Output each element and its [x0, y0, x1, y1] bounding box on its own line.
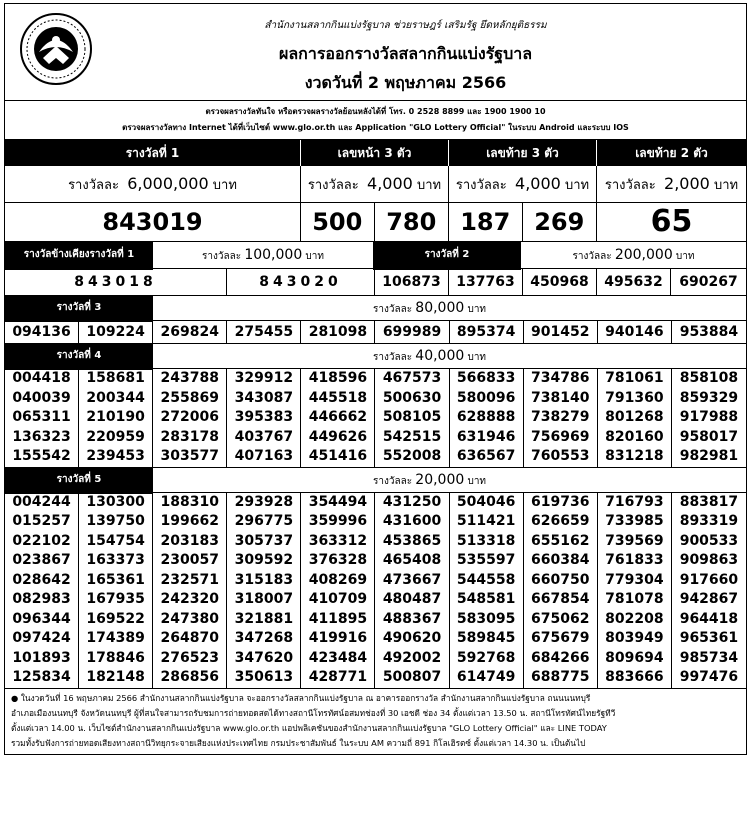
prize-number: 155542: [5, 447, 79, 467]
prize-number: 286856: [153, 668, 227, 688]
prize-number: 296775: [227, 512, 301, 532]
prize-number: 169522: [79, 610, 153, 630]
prize-number: 210190: [79, 408, 153, 428]
prize-number: 431250: [375, 493, 449, 513]
amount-prefix: รางวัลละ: [68, 178, 119, 193]
third-prize-amount: [153, 296, 746, 322]
prize-number: 015257: [5, 512, 79, 532]
prize-number: 492002: [375, 649, 449, 669]
prize-number: 130300: [79, 493, 153, 513]
near-second-numbers: [5, 268, 746, 295]
amount-unit: บาท: [305, 251, 324, 262]
amount-value: 40,000: [415, 348, 465, 364]
prize-number: 203183: [153, 532, 227, 552]
prize-number: 174389: [79, 629, 153, 649]
prize-number: 480487: [375, 590, 449, 610]
prize-number: 619736: [524, 493, 598, 513]
near-prize-number: 843020: [227, 269, 375, 295]
prize-number: 917660: [679, 571, 739, 588]
last2-number: 65: [650, 204, 693, 239]
fifth-prize-amount: [153, 468, 746, 494]
fourth-prize-amount: [153, 344, 746, 370]
amount-value: 4,000: [367, 174, 413, 193]
last3-number: 269: [534, 208, 585, 236]
fifth-prize-title: รางวัลที่ 5: [5, 468, 153, 494]
prize-number: 264870: [153, 629, 227, 649]
prize-number: 329912: [227, 369, 301, 389]
prize-number: 809694: [598, 649, 672, 669]
prize-number: 535597: [450, 551, 524, 571]
prize-number: 163373: [79, 551, 153, 571]
prize-number: 451416: [301, 447, 375, 467]
prize-number: 125834: [5, 668, 79, 688]
prize-number: 997476: [679, 669, 739, 685]
prize-number: 675679: [524, 629, 598, 649]
amount-unit: บาท: [675, 251, 695, 262]
near-prize-title: รางวัลข้างเคียงรางวัลที่ 1: [5, 242, 153, 270]
prize-number: 716793: [598, 493, 672, 513]
footer-notice: [5, 688, 746, 754]
lottery-results-sheet: [4, 3, 747, 755]
prize-number: 544558: [450, 571, 524, 591]
prize-number: 940146: [598, 321, 672, 343]
amount-prefix: รางวัลละ: [372, 352, 413, 363]
motto-text: สำนักงานสลากกินแบ่งรัฐบาล ช่วยราษฎร์ เสริมรัฐ ยึดหลักยุติธรรม: [264, 20, 547, 31]
prize-number: 552008: [375, 447, 449, 467]
amount-value: 100,000: [244, 247, 303, 263]
draw-date: งวดวันที่ 2 พฤษภาคม 2566: [304, 73, 507, 92]
prize-number: 985734: [679, 649, 739, 666]
prize-number: 893319: [679, 513, 739, 529]
prize-number: 376328: [301, 551, 375, 571]
prize-number: 154754: [79, 532, 153, 552]
prize-number: 178846: [79, 649, 153, 669]
prize-number: 734786: [524, 369, 598, 389]
prize-number: 276523: [153, 649, 227, 669]
prize-number: 965361: [679, 630, 739, 646]
prize-number: 592768: [450, 649, 524, 669]
prize-number: 321881: [227, 610, 301, 630]
prize-number: 667854: [524, 590, 598, 610]
prize-number: 407163: [227, 447, 301, 467]
prize-number: 023867: [5, 551, 79, 571]
prize-number: 230057: [153, 551, 227, 571]
second-prize-number: 137763: [449, 269, 523, 295]
prize-number: 626659: [524, 512, 598, 532]
prize-number: 820160: [598, 428, 672, 448]
prize-number: 883666: [598, 668, 672, 688]
prize-number: 283178: [153, 428, 227, 448]
amount-prefix: รางวัลละ: [202, 251, 242, 262]
amount-value: 200,000: [614, 247, 673, 263]
prize-number: 631946: [450, 428, 524, 448]
prize-number: 958017: [679, 428, 739, 445]
amount-unit: บาท: [467, 352, 487, 363]
prize-number: 158681: [79, 369, 153, 389]
fifth-prize-header: [5, 467, 746, 492]
prize-number: 354494: [301, 493, 375, 513]
near-second-header: [5, 241, 746, 268]
prize-number: 243788: [153, 369, 227, 389]
prize-number: 343087: [227, 389, 301, 409]
prize-number: 065311: [5, 408, 79, 428]
prize-number: 739569: [598, 532, 672, 552]
prize-number: 901452: [524, 321, 598, 343]
prize-number: 589845: [450, 629, 524, 649]
footer-line: รวมทั้งรับฟังการถ่ายทอดเสียงทางสถานีวิทยุกระจายเสียงแห่งประเทศไทย กรมประชาสัมพันธ์ ในระบบ AM ความถี่ 891 กิโลเฮิรตซ์ ตั้งแต่เวลา 14.30 น. เป็นต้นไป: [11, 737, 586, 748]
prize-number: 583095: [450, 610, 524, 630]
prize-number: 953884: [679, 324, 739, 340]
amount-prefix: รางวัลละ: [572, 251, 612, 262]
prize-number: 363312: [301, 532, 375, 552]
second-prize-number: 450968: [523, 269, 597, 295]
prize-number: 309592: [227, 551, 301, 571]
amount-prefix: รางวัลละ: [372, 304, 413, 315]
prize-number: 431600: [375, 512, 449, 532]
prize-number: 942867: [679, 591, 739, 607]
fourth-prize-numbers: [5, 368, 746, 467]
prize-number: 964418: [679, 610, 739, 627]
prize-number: 272006: [153, 408, 227, 428]
last3-numbers: [449, 203, 597, 241]
prize-number: 580096: [450, 389, 524, 409]
prize-number: 467573: [375, 369, 449, 389]
first-prize-amount: [5, 166, 301, 203]
prize-number: 566833: [450, 369, 524, 389]
prize-number: 097424: [5, 629, 79, 649]
prize-number: 781061: [598, 369, 672, 389]
prize-number: 699989: [375, 321, 449, 343]
prize-number: 802208: [598, 610, 672, 630]
footer-line: อำเภอเมืองนนทบุรี จังหวัดนนทบุรี ผู้ที่สนใจสามารถรับชมการถ่ายทอดสดได้ทางสถานีโทรทัศน์อสมทช่องที่ 30 เอชดี ช่อง 34 ตั้งแต่เวลา 13.50 น. สถานีโทรทัศน์ไทยรัฐทีวี: [11, 707, 616, 718]
prize-number: 655162: [524, 532, 598, 552]
prize-number: 513318: [450, 532, 524, 552]
second-prize-title: รางวัลที่ 2: [373, 242, 521, 270]
prize-number: 199662: [153, 512, 227, 532]
prize-number: 733985: [598, 512, 672, 532]
prize-number: 883817: [679, 493, 739, 510]
prize-number: 738140: [524, 389, 598, 409]
prize-number: 275455: [227, 321, 301, 343]
third-prize-title: รางวัลที่ 3: [5, 296, 153, 322]
prize-number: 465408: [375, 551, 449, 571]
fourth-prize-title: รางวัลที่ 4: [5, 344, 153, 370]
amount-prefix: รางวัลละ: [307, 178, 359, 193]
prize-number: 242320: [153, 590, 227, 610]
first-prize-title: รางวัลที่ 1: [5, 140, 301, 166]
prize-number: 761833: [598, 551, 672, 571]
prize-number: 022102: [5, 532, 79, 552]
prize-number: 449626: [301, 428, 375, 448]
prize-number: 738279: [524, 408, 598, 428]
second-prize-number: 690267: [679, 274, 738, 290]
fifth-prize-numbers: [5, 492, 746, 688]
prize-number: 781078: [598, 590, 672, 610]
amount-prefix: รางวัลละ: [455, 178, 507, 193]
prize-number: 675062: [524, 610, 598, 630]
prize-number: 004244: [5, 493, 79, 513]
prize-number: 096344: [5, 610, 79, 630]
prize-number: 109224: [79, 321, 153, 343]
third-prize-header: [5, 295, 746, 320]
near-prize-number: 843018: [5, 269, 227, 295]
fourth-prize-header: [5, 343, 746, 368]
prize-number: 269824: [153, 321, 227, 343]
prize-number: 239453: [79, 447, 153, 467]
prize-number: 247380: [153, 610, 227, 630]
prize-number: 094136: [5, 321, 79, 343]
prize-number: 614749: [450, 668, 524, 688]
prize-number: 511421: [450, 512, 524, 532]
prize-number: 350613: [227, 668, 301, 688]
prize-number: 488367: [375, 610, 449, 630]
prize-number: 082983: [5, 590, 79, 610]
prize-number: 318007: [227, 590, 301, 610]
prize-number: 347620: [227, 649, 301, 669]
prize-number: 136323: [5, 428, 79, 448]
front3-number: 780: [386, 208, 437, 236]
phone-info: ตรวจผลรางวัลทันใจ หรือตรวจผลรางวัลย้อนหลังได้ที่ โทร. 0 2528 8899 และ 1900 1900 10: [205, 107, 546, 116]
prize-number: 508105: [375, 408, 449, 428]
prize-number: 303577: [153, 447, 227, 467]
prize-number: 548581: [450, 590, 524, 610]
second-prize-amount: [521, 242, 746, 270]
prize-number: 188310: [153, 493, 227, 513]
amount-unit: บาท: [713, 178, 739, 193]
footer-line: ตั้งแต่เวลา 14.00 น. เว็บไซต์สำนักงานสลากกินแบ่งรัฐบาล www.glo.or.th แอปพลิเคชันของสำนักงานสลากกินแบ่งรัฐบาล "GLO Lottery Official" และ LINE TODAY: [11, 722, 607, 733]
prize-number: 684266: [524, 649, 598, 669]
prize-number: 281098: [301, 321, 375, 343]
amount-value: 2,000: [664, 174, 710, 193]
amount-value: 6,000,000: [127, 174, 209, 193]
prize-number: 900533: [679, 532, 739, 549]
amount-unit: บาท: [467, 304, 487, 315]
prize-number: 395383: [227, 408, 301, 428]
prize-number: 490620: [375, 629, 449, 649]
prize-number: 859329: [679, 389, 739, 406]
last3-title: เลขท้าย 3 ตัว: [449, 140, 597, 166]
prize-number: 315183: [227, 571, 301, 591]
prize-number: 895374: [450, 321, 524, 343]
prize-number: 004418: [5, 369, 79, 389]
prize-number: 200344: [79, 389, 153, 409]
prize-number: 165361: [79, 571, 153, 591]
prize-number: 801268: [598, 408, 672, 428]
prize-number: 040039: [5, 389, 79, 409]
prize-number: 255869: [153, 389, 227, 409]
prize-number: 423484: [301, 649, 375, 669]
prize-number: 831218: [598, 447, 672, 467]
prize-number: 779304: [598, 571, 672, 591]
prize-number: 293928: [227, 493, 301, 513]
top-prizes: [5, 140, 746, 241]
prize-number: 347268: [227, 629, 301, 649]
info-box: [5, 101, 746, 140]
amount-prefix: รางวัลละ: [372, 475, 413, 487]
amount-value: 20,000: [415, 471, 465, 488]
prize-number: 542515: [375, 428, 449, 448]
amount-unit: บาท: [416, 178, 442, 193]
near-prize-amount: [153, 242, 373, 270]
prize-number: 028642: [5, 571, 79, 591]
prize-number: 359996: [301, 512, 375, 532]
amount-unit: บาท: [212, 178, 237, 193]
prize-number: 403767: [227, 428, 301, 448]
footer-line: ● ในงวดวันที่ 16 พฤษภาคม 2566 สำนักงานสลากกินแบ่งรัฐบาล จะออกรางวัลสลากกินแบ่งรัฐบาล ณ อาคารออกรางวัล สำนักงานสลากกินแบ่งรัฐบาล ถนนนนทบุรี: [11, 692, 591, 703]
prize-number: 473667: [375, 571, 449, 591]
second-prize-number: 495632: [597, 269, 671, 295]
prize-number: 760553: [524, 447, 598, 467]
prize-number: 688775: [524, 668, 598, 688]
prize-number: 453865: [375, 532, 449, 552]
prize-number: 182148: [79, 668, 153, 688]
third-prize-numbers: [5, 320, 746, 343]
amount-unit: บาท: [564, 178, 590, 193]
amount-value: 80,000: [415, 300, 465, 316]
prize-number: 756969: [524, 428, 598, 448]
first-prize-number: 843019: [5, 203, 301, 241]
last3-amount: [449, 166, 597, 203]
prize-number: 909863: [679, 552, 739, 568]
prize-number: 232571: [153, 571, 227, 591]
prize-number: 411895: [301, 610, 375, 630]
prize-number: 445518: [301, 389, 375, 409]
prize-number: 410709: [301, 590, 375, 610]
front3-number: 500: [301, 203, 375, 241]
prize-number: 419916: [301, 629, 375, 649]
prize-number: 917988: [679, 409, 739, 425]
prize-number: 660384: [524, 551, 598, 571]
front3-amount: [301, 166, 449, 203]
prize-number: 428771: [301, 668, 375, 688]
front3-title: เลขหน้า 3 ตัว: [301, 140, 449, 166]
prize-number: 446662: [301, 408, 375, 428]
prize-number: 220959: [79, 428, 153, 448]
prize-number: 305737: [227, 532, 301, 552]
sheet-header: [5, 4, 746, 101]
last2-title: เลขท้าย 2 ตัว: [597, 140, 746, 166]
front3-numbers: [301, 203, 449, 241]
prize-number: 628888: [450, 408, 524, 428]
prize-number: 101893: [5, 649, 79, 669]
amount-unit: บาท: [467, 475, 487, 487]
last2-amount: [597, 166, 746, 203]
prize-number: 167935: [79, 590, 153, 610]
prize-number: 803949: [598, 629, 672, 649]
last3-number: 187: [449, 203, 523, 241]
prize-number: 636567: [450, 447, 524, 467]
prize-number: 408269: [301, 571, 375, 591]
prize-number: 418596: [301, 369, 375, 389]
web-info: ตรวจผลรางวัลทาง Internet ได้ที่เว็บไซต์ www.glo.or.th และ Application "GLO Lottery Official" ในระบบ Android และระบบ IOS: [122, 123, 629, 132]
prize-number: 858108: [679, 370, 739, 386]
amount-value: 4,000: [515, 174, 561, 193]
prize-number: 139750: [79, 512, 153, 532]
prize-number: 504046: [450, 493, 524, 513]
prize-number: 791360: [598, 389, 672, 409]
second-prize-number: 106873: [375, 269, 449, 295]
page-title: ผลการออกรางวัลสลากกินแบ่งรัฐบาล: [278, 44, 533, 63]
prize-number: 500807: [375, 668, 449, 688]
amount-prefix: รางวัลละ: [604, 178, 656, 193]
prize-number: 660750: [524, 571, 598, 591]
prize-number: 982981: [679, 448, 739, 464]
prize-number: 500630: [375, 389, 449, 409]
